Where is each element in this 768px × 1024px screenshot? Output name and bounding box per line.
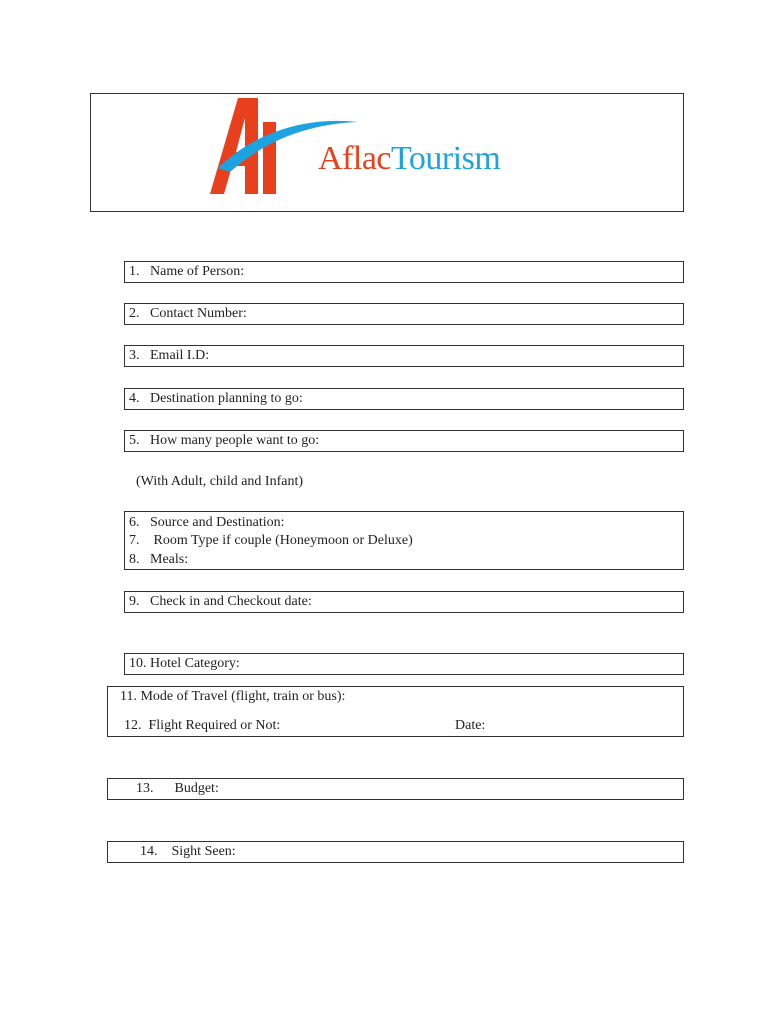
field-number: 3. xyxy=(129,348,140,363)
field-label: Hotel Category: xyxy=(150,656,240,671)
field-label: Check in and Checkout date: xyxy=(150,594,312,609)
field-label: Destination planning to go: xyxy=(150,391,303,406)
field-number: 2. xyxy=(129,306,140,321)
logo-wordmark xyxy=(318,140,500,178)
field-number: 7. xyxy=(129,533,140,548)
field-destination[interactable] xyxy=(124,388,684,410)
field-number: 11. xyxy=(120,689,137,704)
field-check-in-out[interactable] xyxy=(124,591,684,613)
field-number: 4. xyxy=(129,391,140,406)
field-group-travel-flight[interactable] xyxy=(107,686,684,737)
field-label: Email I.D: xyxy=(150,348,210,363)
date-label: Date: xyxy=(455,718,486,733)
field-label: Meals: xyxy=(150,552,189,567)
field-sight-seen[interactable] xyxy=(107,841,684,863)
field-number: 8. xyxy=(129,552,140,567)
field-label: How many people want to go: xyxy=(150,433,320,448)
field-label: Mode of Travel (flight, train or bus): xyxy=(140,689,346,704)
people-note: (With Adult, child and Infant) xyxy=(136,474,304,489)
field-label: Flight Required or Not: xyxy=(148,718,281,733)
field-label: Budget: xyxy=(174,781,219,796)
field-label: Source and Destination: xyxy=(150,515,285,530)
field-number: 13. xyxy=(136,781,154,796)
field-label: Sight Seen: xyxy=(171,844,236,859)
field-number: 5. xyxy=(129,433,140,448)
field-name-of-person[interactable] xyxy=(124,261,684,283)
logo-text-tourism: Tourism xyxy=(391,140,501,177)
field-number: 6. xyxy=(129,515,140,530)
field-hotel-category[interactable] xyxy=(124,653,684,675)
field-number: 1. xyxy=(129,264,140,279)
field-label: Contact Number: xyxy=(150,306,247,321)
logo-text-aflac: Aflac xyxy=(318,140,392,177)
field-label: Room Type if couple (Honeymoon or Deluxe) xyxy=(153,533,413,548)
header-logo-box xyxy=(90,93,684,212)
field-number: 9. xyxy=(129,594,140,609)
field-number: 12. xyxy=(124,718,142,733)
field-label: Name of Person: xyxy=(150,264,245,279)
field-budget[interactable] xyxy=(107,778,684,800)
field-email-id[interactable] xyxy=(124,345,684,367)
field-group-source-room-meals[interactable] xyxy=(124,511,684,570)
field-number: 10. xyxy=(129,656,147,671)
field-contact-number[interactable] xyxy=(124,303,684,325)
aflac-tourism-logo xyxy=(208,94,528,204)
field-number: 14. xyxy=(140,844,158,859)
field-people-count[interactable] xyxy=(124,430,684,452)
